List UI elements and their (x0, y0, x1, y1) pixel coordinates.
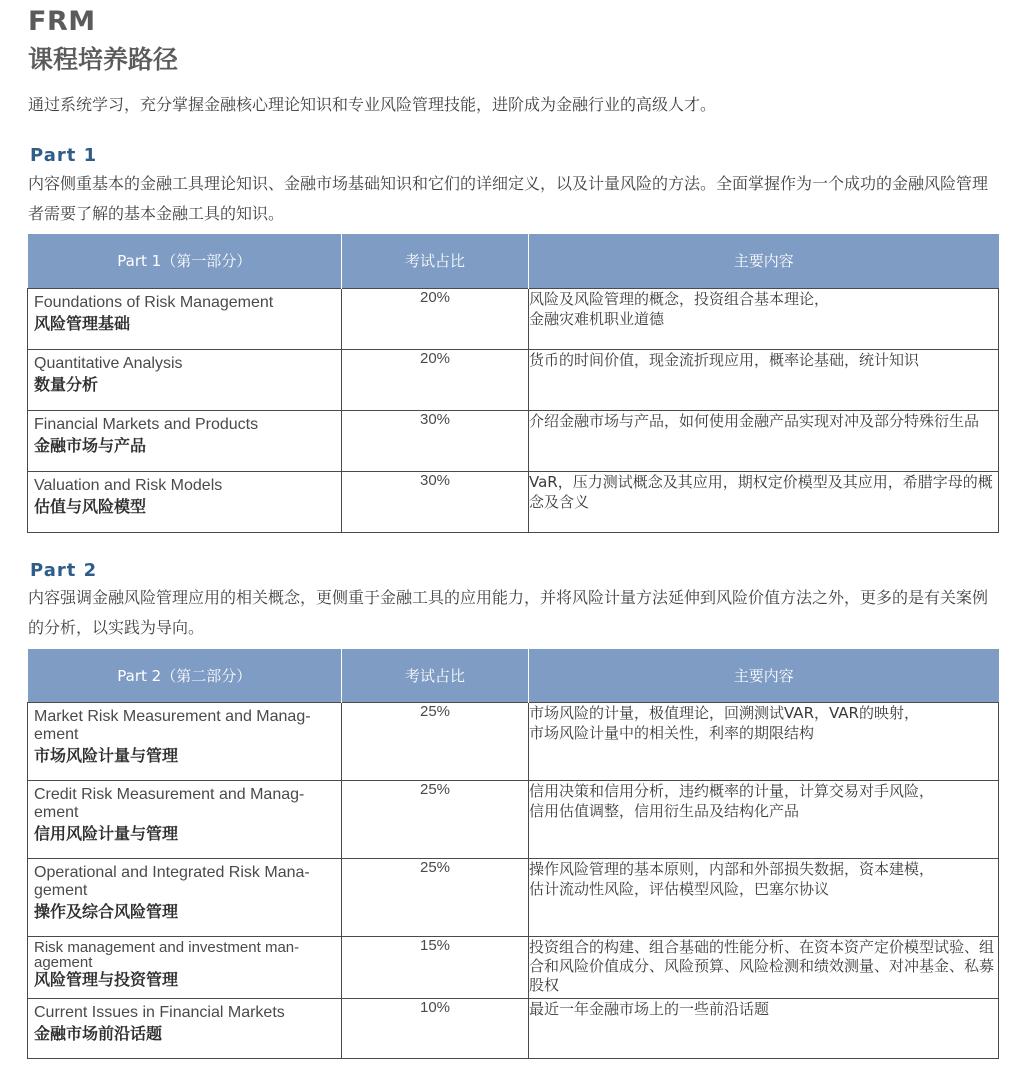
part2-table (27, 649, 999, 1059)
header-part: Part 2（第二部分） (28, 649, 342, 702)
main-content: VaR，压力测试概念及其应用，期权定价模型及其应用，希腊字母的概念及含义 (529, 471, 999, 532)
table-header-row (28, 234, 999, 288)
main-content: 货币的时间价值，现金流折现应用，概率论基础，统计知识 (529, 349, 999, 410)
subject-cell (28, 998, 342, 1058)
subject-name-en: Financial Markets and Products (34, 415, 259, 433)
subject-cell (28, 702, 342, 780)
subject-name-cn: 操作及综合风险管理 (34, 901, 179, 921)
subject-name-en: Risk management and investment man- agement (34, 938, 300, 971)
exam-ratio: 15% (342, 936, 529, 998)
exam-ratio: 20% (342, 349, 529, 410)
exam-ratio: 25% (342, 780, 529, 858)
subject-name-en: Operational and Integrated Risk Mana- gement (34, 863, 310, 899)
table-row (28, 349, 999, 410)
main-content: 投资组合的构建、组合基础的性能分析、在资本资产定价模型试验、组合和风险价值成分、风险预算、风险检测和绩效测量、对冲基金、私募股权 (529, 936, 999, 998)
header-exam-ratio: 考试占比 (342, 234, 529, 288)
header-part: Part 1（第一部分） (28, 234, 342, 288)
subject-cell (28, 858, 342, 936)
page-title-en: FRM (28, 6, 96, 37)
table-row (28, 998, 999, 1058)
subject-name-cn: 估值与风险模型 (34, 496, 147, 516)
main-content: 最近一年金融市场上的一些前沿话题 (529, 998, 999, 1058)
intro-text: 通过系统学习，充分掌握金融核心理论知识和专业风险管理技能，进阶成为金融行业的高级人才。 (28, 95, 717, 114)
table-row (28, 288, 999, 349)
subject-name-en: Quantitative Analysis (34, 354, 183, 372)
subject-name-en: Foundations of Risk Management (34, 293, 274, 311)
subject-name-cn: 金融市场前沿话题 (34, 1023, 163, 1043)
main-content: 市场风险的计量，极值理论，回溯测试VAR，VAR的映射， 市场风险计量中的相关性，利率的期限结构 (529, 702, 999, 780)
main-content: 风险及风险管理的概念，投资组合基本理论， 金融灾难机职业道德 (529, 288, 999, 349)
exam-ratio: 30% (342, 410, 529, 471)
table-header-row (28, 649, 999, 702)
subject-name-en: Credit Risk Measurement and Manag- ement (34, 785, 305, 821)
subject-cell (28, 936, 342, 998)
subject-name-cn: 风险管理与投资管理 (34, 969, 179, 989)
subject-name-en: Market Risk Measurement and Manag- ement (34, 707, 311, 743)
table-row (28, 780, 999, 858)
part2-title: Part 2 (30, 560, 98, 581)
subject-cell (28, 349, 342, 410)
subject-name-cn: 风险管理基础 (34, 313, 131, 333)
exam-ratio: 25% (342, 858, 529, 936)
subject-cell (28, 780, 342, 858)
table-row (28, 936, 999, 998)
subject-cell (28, 288, 342, 349)
table-row (28, 858, 999, 936)
subject-cell (28, 410, 342, 471)
exam-ratio: 10% (342, 998, 529, 1058)
header-main-content: 主要内容 (529, 234, 999, 288)
part1-table (27, 234, 999, 533)
table-row (28, 702, 999, 780)
subject-name-cn: 市场风险计量与管理 (34, 745, 179, 765)
exam-ratio: 25% (342, 702, 529, 780)
part1-description: 内容侧重基本的金融工具理论知识、金融市场基础知识和它们的详细定义，以及计量风险的方法。全面掌握作为一个成功的金融风险管理者需要了解的基本金融工具的知识。 (28, 174, 989, 223)
main-content: 介绍金融市场与产品，如何使用金融产品实现对冲及部分特殊衍生品 (529, 410, 999, 471)
subject-cell (28, 471, 342, 532)
subject-name-cn: 信用风险计量与管理 (34, 823, 179, 843)
table-row (28, 471, 999, 532)
subject-name-en: Valuation and Risk Models (34, 476, 223, 494)
header-main-content: 主要内容 (529, 649, 999, 702)
main-content: 信用决策和信用分析，违约概率的计量，计算交易对手风险， 信用估值调整，信用衍生品及结构化产品 (529, 780, 999, 858)
table-row (28, 410, 999, 471)
page-title-cn: 课程培养路径 (28, 45, 179, 74)
exam-ratio: 20% (342, 288, 529, 349)
header-exam-ratio: 考试占比 (342, 649, 529, 702)
subject-name-en: Current Issues in Financial Markets (34, 1003, 285, 1021)
part1-title: Part 1 (30, 145, 98, 166)
main-content: 操作风险管理的基本原则，内部和外部损失数据，资本建模， 估计流动性风险，评估模型风险，巴塞尔协议 (529, 858, 999, 936)
exam-ratio: 30% (342, 471, 529, 532)
subject-name-cn: 金融市场与产品 (34, 435, 147, 455)
subject-name-cn: 数量分析 (34, 374, 99, 394)
part2-description: 内容强调金融风险管理应用的相关概念，更侧重于金融工具的应用能力，并将风险计量方法延伸到风险价值方法之外，更多的是有关案例的分析，以实践为导向。 (28, 588, 989, 637)
